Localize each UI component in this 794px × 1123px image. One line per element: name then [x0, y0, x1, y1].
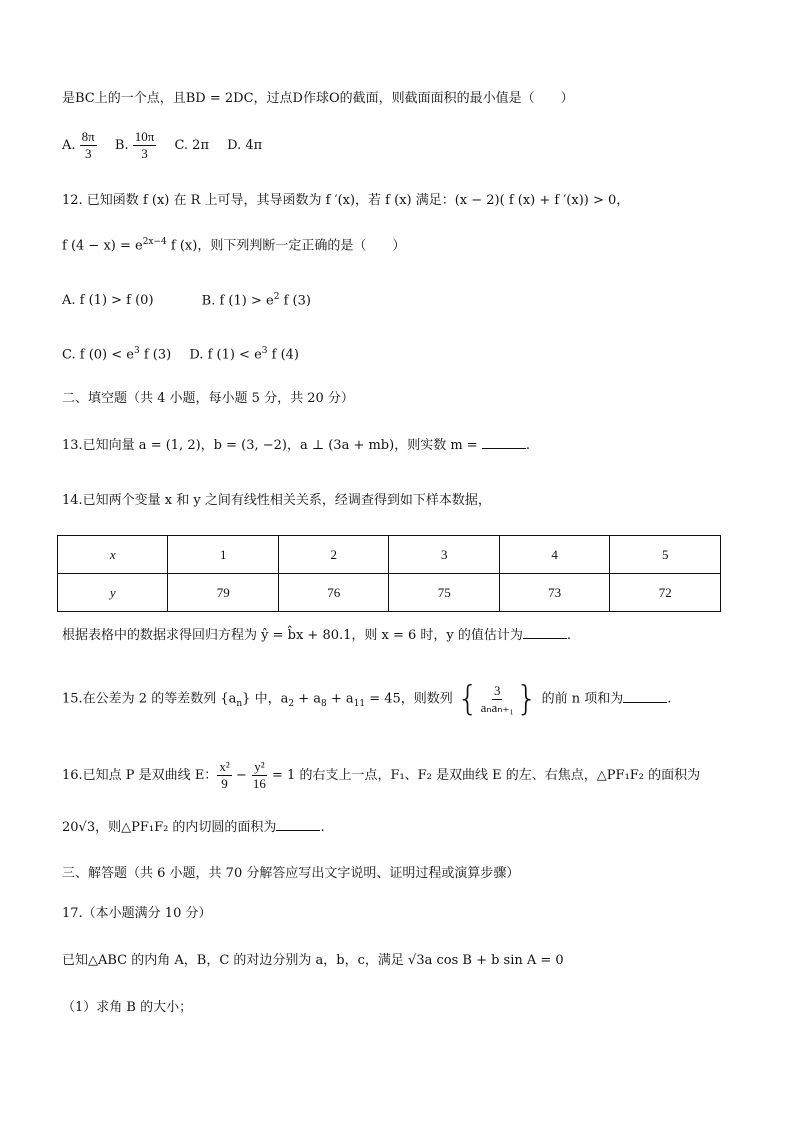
- option-text-rest: f (3): [139, 347, 172, 363]
- table-cell: 76: [278, 574, 388, 612]
- q15-text: + a: [326, 691, 354, 707]
- exponent: 2x−4: [142, 237, 167, 247]
- expr-rest: f (x)，则下列判断一定正确的是（ ）: [166, 238, 406, 254]
- numerator: 3: [493, 682, 501, 698]
- q16-text: 20√3，则△PF₁F₂ 的内切圆的面积为: [62, 820, 277, 835]
- table-cell: 75: [389, 574, 499, 612]
- q11-option-d[interactable]: D. 4π: [227, 138, 263, 153]
- exponent: 2: [273, 292, 280, 302]
- q17-stem: 已知△ABC 的内角 A，B，C 的对边分别为 a，b，c，满足 √3a cos B + b sin A = 0: [62, 953, 564, 968]
- option-text: D. f (1) < e: [189, 347, 262, 363]
- q15-text: } 中，a: [242, 691, 289, 707]
- answer-blank[interactable]: [482, 436, 526, 449]
- q14-stem: 14.已知两个变量 x 和 y 之间有线性相关关系，经调查得到如下样本数据，: [62, 493, 491, 508]
- option-text-rest: f (3): [279, 293, 311, 309]
- q11-option-a[interactable]: [62, 126, 97, 166]
- period: .: [320, 820, 325, 835]
- q12-option-d[interactable]: [189, 341, 299, 365]
- option-label: A.: [62, 138, 76, 153]
- fraction: [217, 759, 231, 792]
- table-cell: y: [58, 574, 168, 612]
- table-cell: 4: [499, 536, 609, 574]
- q11-option-b[interactable]: [115, 126, 156, 166]
- table-row: [58, 536, 721, 574]
- table-cell: 72: [610, 574, 721, 612]
- answer-blank[interactable]: [276, 818, 320, 831]
- denominator: 3: [141, 146, 148, 161]
- fraction: [80, 129, 97, 162]
- numerator: x²: [219, 759, 230, 774]
- answer-blank[interactable]: [623, 690, 667, 703]
- expr: f (4 − x) = e: [62, 238, 143, 254]
- table-cell: 2: [278, 536, 388, 574]
- right-brace: }: [515, 679, 538, 719]
- sample-data-table: [57, 535, 721, 612]
- period: .: [566, 628, 572, 643]
- q15-text: 的前 n 项和为: [541, 691, 624, 707]
- q17-title: 17.（本小题满分 10 分）: [62, 906, 212, 921]
- section-2-heading: 二、填空题（共 4 小题，每小题 5 分，共 20 分）: [62, 391, 354, 406]
- q16-stem-line2: [62, 818, 734, 838]
- table-cell: 5: [610, 536, 721, 574]
- period: .: [525, 438, 530, 453]
- q11-stem-tail: 是BC上的一个点，且BD = 2DC，过点D作球O的截面，则截面面积的最小值是（ ）: [62, 91, 574, 106]
- q17-part1: （1）求角 B 的大小；: [62, 1000, 193, 1015]
- q14-after-text: 根据表格中的数据求得回归方程为 ŷ = b̂x + 80.1，则 x = 6 时，y 的值估计为: [62, 628, 523, 643]
- numerator: 10π: [134, 129, 155, 144]
- subscript: n: [236, 699, 243, 710]
- q12-options-row1: [62, 287, 734, 311]
- answer-blank[interactable]: [523, 626, 567, 639]
- numerator: 8π: [81, 129, 95, 144]
- q15-text: = 45，则数列: [365, 691, 453, 707]
- left-brace: {: [456, 679, 479, 719]
- q11-options: [62, 126, 734, 166]
- section-3-heading: 三、解答题（共 6 小题，共 70 分解答应写出文字说明、证明过程或演算步骤）: [62, 866, 520, 881]
- option-label: B.: [114, 138, 129, 153]
- q12-stem-line2: [62, 232, 734, 256]
- fraction: [133, 129, 157, 162]
- q15-text: 15.在公差为 2 的等差数列 {a: [62, 691, 237, 707]
- subscript: 11: [353, 699, 366, 710]
- fraction: [251, 759, 268, 792]
- q12-option-a[interactable]: A. f (1) > f (0): [62, 293, 154, 309]
- exponent: 3: [261, 346, 268, 356]
- q15-stem: [62, 674, 734, 724]
- q14-question: [62, 626, 734, 646]
- subscript: 2: [288, 699, 295, 710]
- numerator: y²: [254, 759, 265, 774]
- q15-text: + a: [294, 691, 321, 707]
- minus-sign: −: [231, 768, 251, 783]
- table-cell: 79: [168, 574, 278, 612]
- fraction: [479, 683, 516, 716]
- denominator: 16: [252, 776, 266, 791]
- option-text: B. f (1) > e: [201, 293, 274, 309]
- q12-stem-line1: 12. 已知函数 f (x) 在 R 上可导，其导函数为 f ′(x)，若 f (x) 满足：(x − 2)( f (x) + f ′(x)) > 0，: [62, 193, 630, 208]
- denominator: aₙaₙ₊₁: [480, 699, 514, 715]
- q16-text: = 1 的右支上一点，F₁、F₂ 是双曲线 E 的左、右焦点，△PF₁F₂ 的面积为: [267, 768, 701, 783]
- denominator: 9: [221, 776, 228, 791]
- table-row: [58, 574, 721, 612]
- table-cell: 73: [499, 574, 609, 612]
- q13-text: 13.已知向量 a = (1, 2)，b = (3, −2)，a ⊥ (3a + mb)，则实数 m =: [62, 438, 482, 453]
- table-cell: 3: [389, 536, 499, 574]
- period: .: [667, 691, 672, 707]
- table-cell: x: [58, 536, 168, 574]
- q16-text: 16.已知点 P 是双曲线 E：: [62, 768, 218, 783]
- q13-stem: [62, 436, 734, 456]
- option-text-rest: f (4): [267, 347, 300, 363]
- subscript: 8: [320, 699, 327, 710]
- exponent: 3: [133, 346, 140, 356]
- denominator: 3: [84, 146, 92, 161]
- q16-stem-line1: [62, 754, 734, 798]
- option-text: C. f (0) < e: [62, 347, 134, 363]
- q12-option-b[interactable]: [202, 287, 311, 311]
- q12-option-c[interactable]: [62, 341, 171, 365]
- table-cell: 1: [168, 536, 278, 574]
- q12-options-row2: [62, 341, 734, 365]
- q11-option-c[interactable]: C. 2π: [174, 138, 210, 153]
